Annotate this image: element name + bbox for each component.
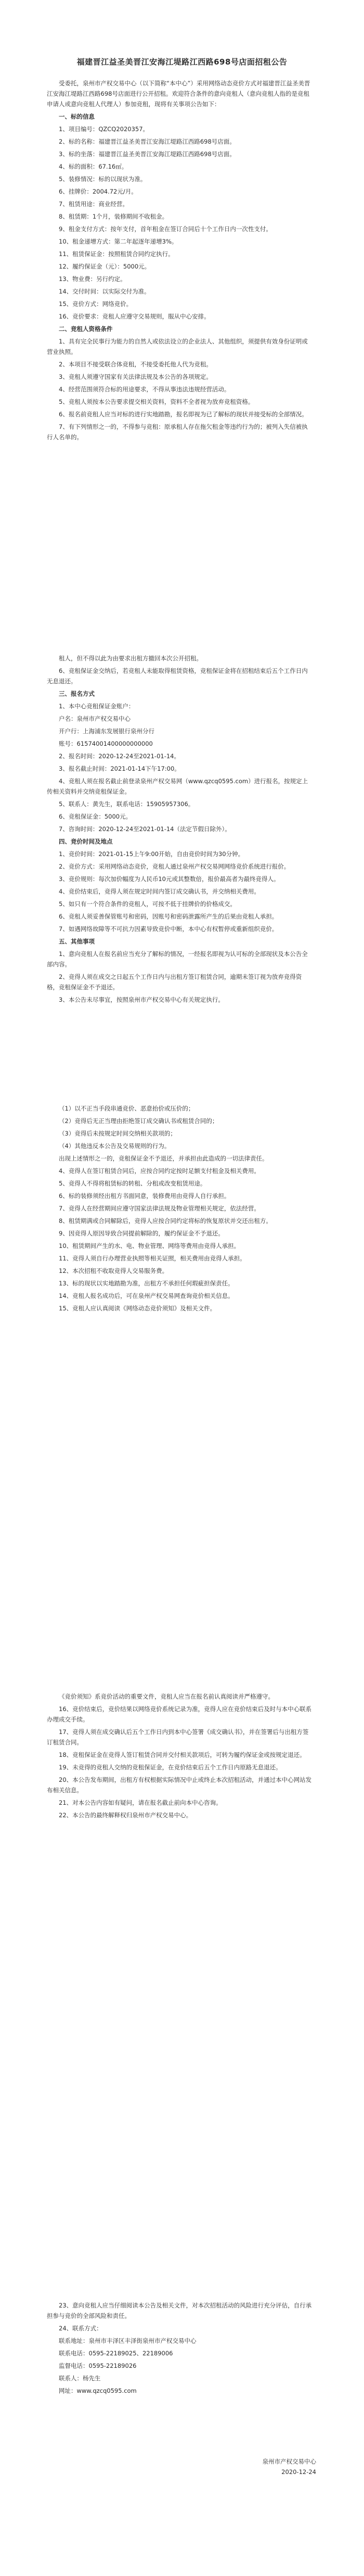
paragraph: 10、租金递增方式：第二年起逐年递增3%。 bbox=[59, 238, 178, 245]
paragraph: 6、竞租保证金交纳后，若竞租人未能取得租赁资格，竞租保证金将在招租结束后五个工作日内无息退还。 bbox=[47, 667, 308, 685]
paragraph: 8、租赁期：1个月，装修期间不收租金。 bbox=[59, 213, 168, 220]
paragraph: 3、标的坐落：福建晋江益圣美晋江安海江堤路江西路698号店面。 bbox=[59, 150, 236, 158]
paragraph: 6、竞租保证金：5000元。 bbox=[59, 813, 132, 820]
paragraph: 4、竞租人须在报名截止前登录泉州产权交易网（www.qzcq0595.com）进行报名，按规定上传相关资料并交纳竞租保证金。 bbox=[47, 777, 308, 795]
paragraph: 13、标的现状以实地踏勘为准，出租方不承担任何瑕疵担保责任。 bbox=[59, 1280, 234, 1287]
paragraph: 11、竞得人须自行办理营业执照等相关证照，相关费用由竞得人承担。 bbox=[59, 1255, 246, 1262]
paragraph: 2、竞得人须在成交之日起五个工作日内与出租方签订租赁合同，逾期未签订视为放弃竞得资格，竞租保证金不予退还。 bbox=[47, 973, 302, 991]
paragraph: 5、联系人：黄先生，联系电话：15905957306。 bbox=[59, 800, 194, 808]
paragraph: 6、挂牌价：2004.72元/月。 bbox=[59, 188, 137, 195]
paragraph: 4、经营范围须符合标的用途要求，不得从事违法违规经营活动。 bbox=[59, 386, 230, 393]
paragraph: 监督电话：0595-22189026 bbox=[59, 2362, 137, 2369]
paragraph: 17、竞得人须在成交确认后五个工作日内到本中心签署《成交确认书》，并在签署后与出租方签订租赁合同。 bbox=[47, 1728, 309, 1746]
paragraph: 15、竞价方式：网络竞价。 bbox=[59, 300, 133, 308]
paragraph: 7、租赁用途：商业经营。 bbox=[59, 200, 128, 208]
paragraph: 5、竞租人须按本公告要求提交相关资料，资料不全者视为放弃竞租资格。 bbox=[59, 398, 254, 405]
paragraph: 8、租赁期满或合同解除后，竞得人应按合同约定将标的恢复原状并交还出租方。 bbox=[59, 1217, 272, 1225]
paragraph: 10、租赁期间产生的水、电、物业管理、网络等费用由竞得人承担。 bbox=[59, 1242, 240, 1249]
paragraph: 14、交付时间：以实际交付为准。 bbox=[59, 288, 150, 295]
paragraph: 1、竞价时间：2021-01-15上午9:00开始，自由竞价时间为30分钟。 bbox=[59, 850, 244, 858]
paragraph: 6、报名前竞租人应当对标的进行实地踏勘，报名即视为已了解标的现状并接受标的全部情况。 bbox=[59, 411, 308, 418]
paragraph: 3、竞租人须遵守国家有关法律法规及本公告的各项规定。 bbox=[59, 373, 212, 380]
paragraph: 16、竞价要求：竞租人应遵守交易规则，服从中心安排。 bbox=[59, 313, 210, 320]
paragraph: 账号：61574001400000000000 bbox=[59, 740, 153, 747]
section-bidding-notes bbox=[47, 1691, 312, 1822]
paragraph: 24、联系方式： bbox=[59, 2325, 102, 2332]
paragraph: 1、具有完全民事行为能力的自然人或依法设立的企业法人、其他组织，须提供有效身份证明或营业执照。 bbox=[47, 338, 308, 355]
section-rules bbox=[47, 1103, 312, 1316]
paragraph: （2）竞得后无正当理由拒绝签订成交确认书或租赁合同的； bbox=[59, 1117, 218, 1125]
paragraph: 联系人：杨先生 bbox=[59, 2375, 101, 2382]
paragraph: 一、标的信息 bbox=[59, 113, 95, 120]
signature-date: 2020-12-24 bbox=[281, 2468, 316, 2476]
section-registration bbox=[47, 653, 312, 1007]
paragraph: 1、项目编号：QZCQ2020357。 bbox=[59, 125, 149, 133]
paragraph: 2、竞价方式：采用网络动态竞价，竞租人通过泉州产权交易网网络竞价系统进行报价。 bbox=[59, 863, 290, 870]
paragraph: （3）竞得后未按规定时间交纳相关款项的； bbox=[59, 1130, 176, 1137]
paragraph: 2、本项目不接受联合体竞租，不接受委托他人代为竞租。 bbox=[59, 361, 212, 368]
paragraph: 9、租金支付方式：按年支付，首年租金在签订合同后十个工作日内一次性支付。 bbox=[59, 225, 272, 233]
paragraph: 7、有下列情形之一的，不得参与竞租：原承租人存在拖欠租金等违约行为的；被列入失信被执行人名单的。 bbox=[47, 423, 308, 441]
paragraph: 13、物业费：另行约定。 bbox=[59, 275, 126, 283]
paragraph: 3、竞价规则：每次加价幅度为人民币10元或其整数倍，报价最高者为最终竞得人。 bbox=[59, 875, 280, 883]
paragraph: 4、标的面积：67.16㎡。 bbox=[59, 163, 128, 170]
paragraph: 11、租赁保证金：按照租赁合同约定执行。 bbox=[59, 250, 174, 258]
paragraph: 5、装修情况：标的以现状为准。 bbox=[59, 175, 147, 183]
paragraph: 2、标的名称：福建晋江益圣美晋江安海江堤路江西路698号店面。 bbox=[59, 138, 236, 145]
paragraph: 5、竞得人不得将租赁标的转租、分租或改变租赁用途。 bbox=[59, 1180, 206, 1187]
paragraph: 二、竞租人资格条件 bbox=[59, 325, 113, 333]
paragraph: 6、竞租人须妥善保管账号和密码，因账号和密码泄露所产生的后果由竞租人承担。 bbox=[59, 913, 278, 920]
paragraph: 四、竞价时间及地点 bbox=[59, 838, 113, 845]
paragraph: 7、竞得人在经营期间应遵守国家法律法规及物业管理相关规定，依法经营。 bbox=[59, 1205, 260, 1212]
section-contact bbox=[47, 2300, 312, 2398]
paragraph: 18、竞租保证金在竞得人签订租赁合同并交付相关款项后，可转为履约保证金或按规定退还。 bbox=[59, 1751, 306, 1758]
paragraph: 14、竞租人报名成功后，可在泉州产权交易网查询竞价相关信息。 bbox=[59, 1292, 234, 1299]
paragraph: 开户行：上海浦东发展银行泉州分行 bbox=[59, 728, 154, 735]
paragraph: 出现上述情形之一的，竞租保证金不予退还，并承担由此造成的一切法律责任。 bbox=[59, 1155, 268, 1162]
paragraph: 租人，但不得以此为由要求出租方撤回本次公开招租。 bbox=[59, 655, 202, 662]
paragraph: 15、竞租人应认真阅读《网络动态竞价须知》及相关文件。 bbox=[59, 1305, 216, 1312]
paragraph: （4）其他违反本公告及交易规则的行为。 bbox=[59, 1142, 171, 1150]
paragraph: 19、未竞得的竞租人交纳的竞租保证金，在竞价结束后五个工作日内原路无息退还。 bbox=[59, 1764, 282, 1771]
paragraph: 五、其他事项 bbox=[59, 938, 95, 945]
paragraph: 9、因竞得人原因导致合同提前解除的，履约保证金不予退还。 bbox=[59, 1230, 224, 1237]
paragraph: （1）以不正当手段串通竞价、恶意抬价或压价的； bbox=[59, 1105, 194, 1112]
paragraph: 1、本中心竞租保证金账户： bbox=[59, 703, 135, 710]
paragraph: 21、对本公告内容如有疑问，请在报名截止前向本中心咨询。 bbox=[59, 1799, 222, 1806]
paragraph: 《竞价须知》系竞价活动的重要文件，竞租人应当在报名前认真阅读并严格遵守。 bbox=[59, 1693, 274, 1700]
page-title: 福建晋江益圣美晋江安海江堤路江西路698号店面招租公告 bbox=[76, 57, 288, 67]
paragraph: 3、报名截止时间：2021-01-14下午17:00。 bbox=[59, 765, 180, 772]
paragraph: 1、意向竞租人在报名前应当充分了解标的情况，一经报名即视为认可标的全部现状及本公告全部内容。 bbox=[47, 950, 308, 968]
paragraph: 2、报名时间：2020-12-24至2021-01-14。 bbox=[59, 753, 180, 760]
paragraph: 联系地址：泉州市丰泽区丰泽街泉州市产权交易中心 bbox=[59, 2337, 197, 2344]
paragraph: 7、咨询时间：2020-12-24至2021-01-14（法定节假日除外）。 bbox=[59, 825, 231, 833]
paragraph: 12、本次招租不收取竞得人交易服务费。 bbox=[59, 1267, 168, 1274]
signature-block bbox=[263, 2456, 317, 2477]
paragraph: 16、竞价结束后，竞价结果以网络竞价系统记录为准，竞得人应在竞价结束后及时与本中心联系办理成交手续。 bbox=[47, 1705, 312, 1723]
paragraph: 5、如只有一个符合条件的竞租人，可按不低于挂牌价的价格成交。 bbox=[59, 900, 236, 908]
paragraph: 12、履约保证金（元）：5000元。 bbox=[59, 263, 151, 270]
paragraph: 3、本公告未尽事宜，按照泉州市产权交易中心有关规定执行。 bbox=[59, 996, 224, 1003]
paragraph: 20、本公告发布期间，出租方有权根据实际情况中止或终止本次招租活动，并通过本中心网站发布相关信息。 bbox=[47, 1776, 312, 1794]
paragraph: 6、标的装修须经出租方书面同意，装修费用由竞得人自行承担。 bbox=[59, 1192, 230, 1200]
paragraph: 23、意向竞租人应当仔细阅读本公告及相关文件，对本次招租活动的风险进行充分评估，自行承担参与竞价的全部风险和责任。 bbox=[47, 2302, 312, 2319]
paragraph: 网址：www.qzcq0595.com bbox=[59, 2387, 137, 2394]
paragraph: 22、本公告的最终解释权归泉州市产权交易中心。 bbox=[59, 1812, 192, 1819]
paragraph: 7、如遇网络故障等不可抗力因素导致竞价中断，本中心有权暂停或重新组织竞价。 bbox=[59, 925, 278, 933]
section-project-info bbox=[47, 78, 312, 444]
paragraph: 联系电话：0595-22189025、22189006 bbox=[59, 2350, 173, 2357]
signature-org: 泉州市产权交易中心 bbox=[262, 2458, 316, 2465]
paragraph: 户名：泉州市产权交易中心 bbox=[59, 715, 131, 722]
paragraph: 三、报名方式 bbox=[59, 690, 95, 697]
paragraph: 4、竞价结束后，竞得人须在规定时间内签订成交确认书，并交纳相关费用。 bbox=[59, 888, 260, 895]
paragraph: 4、竞得人在签订租赁合同后，应按合同约定按时足额支付租金及相关费用。 bbox=[59, 1167, 260, 1175]
paragraph: 受委托，泉州市产权交易中心（以下简称“本中心”）采用网络动态竞价方式对福建晋江益圣美晋江安海江堤路江西路698号店面进行公开招租。欢迎符合条件的意向竞租人（意向竞租人指的是竞租申请人或意向竞租人代理人）参加竞租，现将有关事项公告如下： bbox=[47, 80, 310, 108]
